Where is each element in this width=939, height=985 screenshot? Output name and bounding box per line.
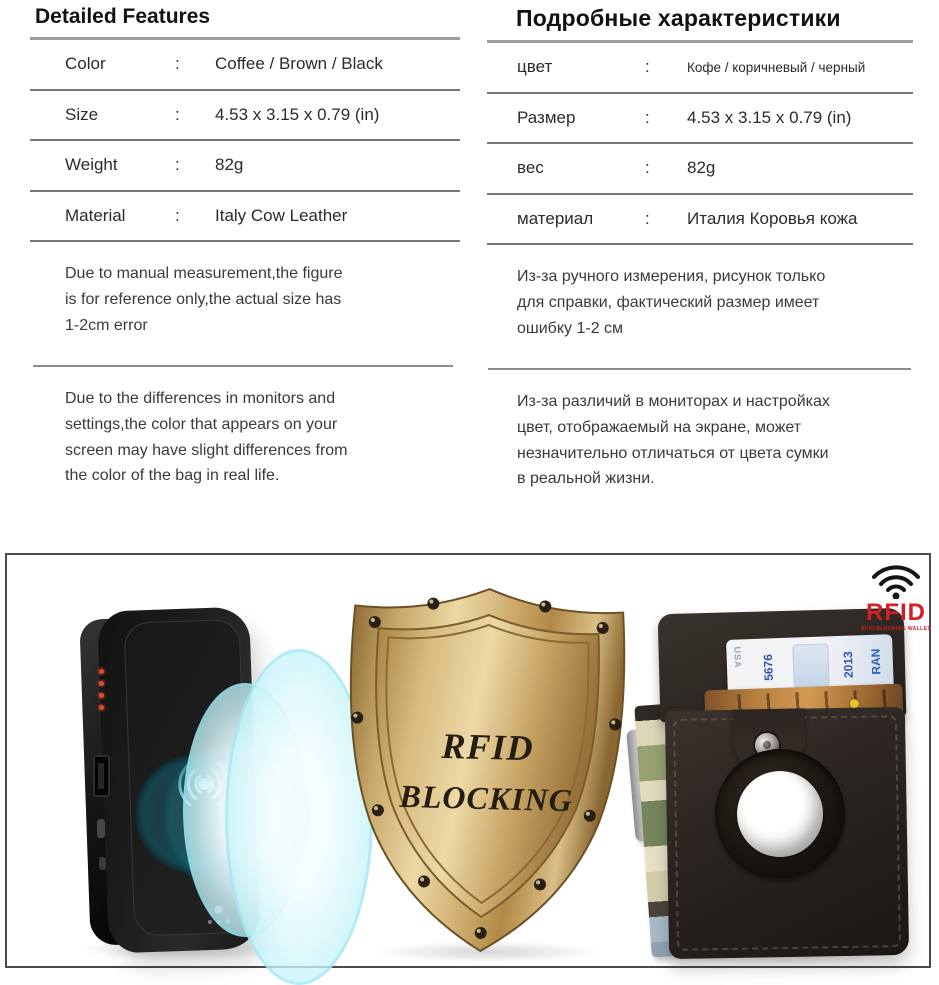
spec-colon: : <box>645 107 650 127</box>
spec-row-material-ru <box>487 195 913 246</box>
note-line: 1-2cm error <box>65 316 148 334</box>
spec-row-size-ru <box>487 94 913 145</box>
note-line: для справки, фактический размер имеет <box>517 293 820 311</box>
card-country-label: USA <box>732 646 744 669</box>
note-line: цвет, отображаемый на экране, может <box>517 418 802 436</box>
spec-label: Size <box>65 104 99 124</box>
spec-label: Material <box>65 205 126 225</box>
side-button <box>99 857 106 870</box>
spec-colon: : <box>175 54 180 74</box>
spec-label: цвет <box>517 57 553 77</box>
spec-value: Италия Коровья кожа <box>687 208 858 228</box>
panel-title-ru: Подробные характеристики <box>516 5 841 31</box>
airtag-wallet <box>635 611 917 959</box>
wifi-signal-icon <box>870 561 922 599</box>
russian-spec-panel <box>487 0 913 492</box>
spec-value: 82g <box>215 155 244 175</box>
spec-value: Coffee / Brown / Black <box>215 54 383 74</box>
card-number: 2013 <box>840 651 856 679</box>
divider <box>488 368 911 370</box>
spec-colon: : <box>645 57 650 77</box>
note-line: Due to the differences in monitors and <box>65 389 336 407</box>
note-line: screen may have slight differences from <box>65 441 348 459</box>
spec-label: вес <box>517 158 544 178</box>
spec-value: Italy Cow Leather <box>215 205 348 225</box>
note-line: the color of the bag in real life. <box>65 467 280 485</box>
spec-row-weight <box>30 141 460 192</box>
spec-label: Weight <box>65 155 118 175</box>
spec-label: Размер <box>517 107 576 127</box>
note-line: is for reference only,the actual size has <box>65 290 342 308</box>
shield-text-line2: BLOCKING <box>399 777 574 819</box>
led-indicator <box>99 693 104 698</box>
card-photo-area <box>792 643 830 688</box>
product-photo-frame <box>5 553 931 968</box>
spec-row-weight-ru <box>487 144 913 195</box>
note-line: settings,the color that appears on your <box>65 415 338 433</box>
spec-row-size <box>30 91 460 142</box>
english-spec-panel <box>30 0 460 489</box>
note-line: незначительно отличаться от цвета сумки <box>517 444 829 462</box>
usb-port <box>93 755 110 797</box>
rfid-blocking-shield <box>329 581 641 957</box>
card-number: 5676 <box>760 653 776 682</box>
gold-shield-icon <box>324 577 646 961</box>
shield-text-line1: RFID <box>441 725 535 769</box>
color-note-en <box>30 386 460 490</box>
spec-label: материал <box>517 208 594 228</box>
spec-label: Color <box>65 54 106 74</box>
spec-row-material <box>30 192 460 243</box>
led-indicator <box>99 669 104 674</box>
card-number: RAN <box>868 648 884 675</box>
rfid-badge-caption: RFID BLOCKING WALLET <box>861 626 931 632</box>
spec-colon: : <box>175 155 180 175</box>
spec-value: 4.53 x 3.15 x 0.79 (in) <box>687 107 852 127</box>
spec-row-color-ru <box>487 43 913 94</box>
measurement-note-en <box>30 261 460 339</box>
note-line: ошибку 1-2 см <box>517 319 624 337</box>
note-line: Due to manual measurement,the figure <box>65 265 343 282</box>
divider <box>33 365 453 367</box>
spec-value: Кофе / коричневый / черный <box>687 59 866 75</box>
rfid-badge-label: RFID <box>866 599 926 626</box>
spec-value: 82g <box>687 158 716 178</box>
panel-title-en: Detailed Features <box>35 5 211 28</box>
spec-value: 4.53 x 3.15 x 0.79 (in) <box>215 104 380 124</box>
spec-colon: : <box>645 158 650 178</box>
spec-colon: : <box>175 104 180 124</box>
measurement-note-ru <box>487 264 913 342</box>
note-line: Из-за различий в мониторах и настройках <box>517 392 830 410</box>
power-button <box>97 819 105 838</box>
airtag <box>737 771 823 857</box>
spec-colon: : <box>645 208 650 228</box>
led-indicator <box>99 681 104 686</box>
note-line: в реальной жизни. <box>517 470 655 488</box>
color-note-ru <box>487 389 913 493</box>
spec-colon: : <box>175 205 180 225</box>
led-indicator <box>99 705 104 710</box>
note-line: Из-за ручного измерения, рисунок только <box>517 268 826 285</box>
spec-row-color <box>30 40 460 91</box>
